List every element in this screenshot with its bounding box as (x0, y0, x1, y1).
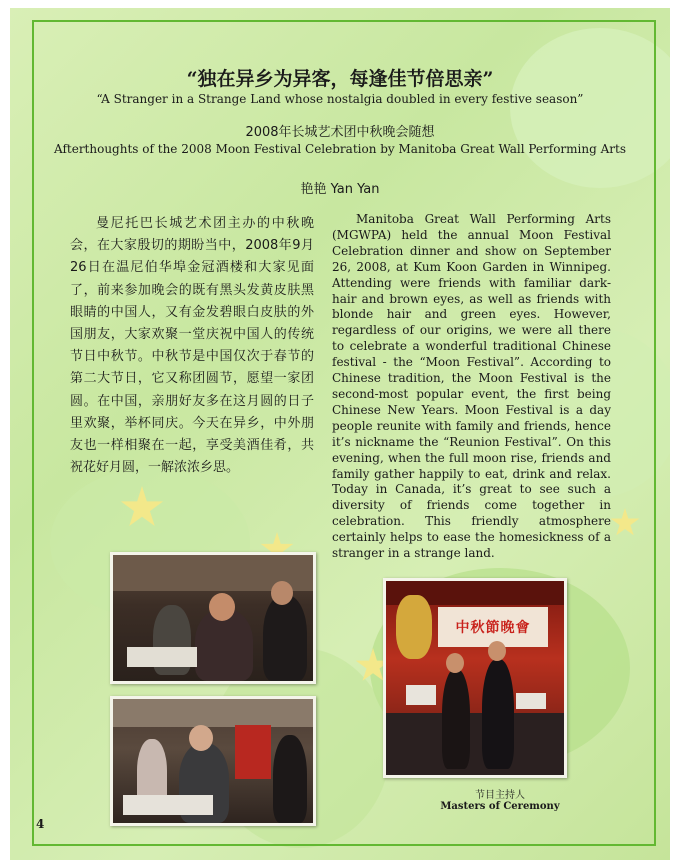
author-byline: 艳艳 Yan Yan (300, 182, 380, 197)
person-figure (263, 595, 307, 681)
person-head (209, 593, 235, 621)
stage-floor (386, 713, 564, 775)
person-figure (482, 659, 514, 769)
photo-caption-english: Masters of Ceremony (440, 801, 560, 812)
photo-dinner-tables (110, 696, 316, 826)
table-item (127, 647, 197, 667)
stage-prop (516, 693, 546, 709)
body-english: Manitoba Great Wall Performing Arts (MGWPA) held the annual Moon Festival Celebration dinner and show on September 26, 2008, at Kum Koon Garden in Winnipeg. Attending were friends with familiar dark-hair and brown eyes, as well as friends with blonde hair and green eyes. However, regardless of our origins, we were all there to celebrate a wonderful traditional Chinese festival - the “Moon Festival”. According to Chinese tradition, the Moon Festival is the second-most popular event, the first being Chinese New Years. Moon Festival is a day people reunite with family and friends, hence it’s nickname the “Reunion Festival”. On this evening, when the full moon rise, friends and family gather happily to eat, drink and relax. Today in Canada, it’s great to see such a diversity of friends come together in celebration. This friendly atmosphere certainly helps to ease the homesickness of a stranger in a strange land. (332, 212, 611, 561)
person-figure (273, 735, 307, 823)
stage-banner: 中秋節晚會 (438, 607, 548, 647)
title-chinese: “独在异乡为异客，每逢佳节倍思亲” (186, 68, 494, 90)
body-chinese: 曼尼托巴长城艺术团主办的中秋晚会，在大家殷切的期盼当中，2008年9月26日在温尼伯华埠金冠酒楼和大家见面了，前来参加晚会的既有黑头发黄皮肤黑眼睛的中国人，又有金发碧眼白皮肤的外国朋友，大家欢聚一堂庆祝中国人的传统节日中秋节。中秋节是中国仅次于春节的第二大节日，它又称团圆节，愿望一家团圆。在中国，亲朋好友多在这月圆的日子里欢聚，举杯同庆。今天在异乡，中外朋友也一样相聚在一起，享受美酒佳肴，共祝花好月圆，一解浓浓乡思。 (70, 216, 314, 476)
table-item (123, 795, 213, 815)
page-number: 4 (36, 817, 45, 831)
photo-dinner-guests (110, 552, 316, 684)
photo-ceiling (113, 699, 313, 727)
photo-caption-chinese: 节目主持人 (475, 790, 525, 801)
person-head (189, 725, 213, 751)
phoenix-decoration (396, 595, 432, 659)
red-decoration (235, 725, 271, 779)
stage-prop (406, 685, 436, 705)
title-english: “A Stranger in a Strange Land whose nostalgia doubled in every festive season” (96, 92, 584, 106)
person-head (446, 653, 464, 673)
person-head (488, 641, 506, 661)
photo-masters-of-ceremony (383, 578, 567, 778)
person-figure (442, 669, 470, 769)
person-head (271, 581, 293, 605)
subtitle-chinese: 2008年长城艺术团中秋晚会随想 (245, 125, 435, 140)
subtitle-english: Afterthoughts of the 2008 Moon Festival Celebration by Manitoba Great Wall Performing Arts (54, 142, 626, 156)
